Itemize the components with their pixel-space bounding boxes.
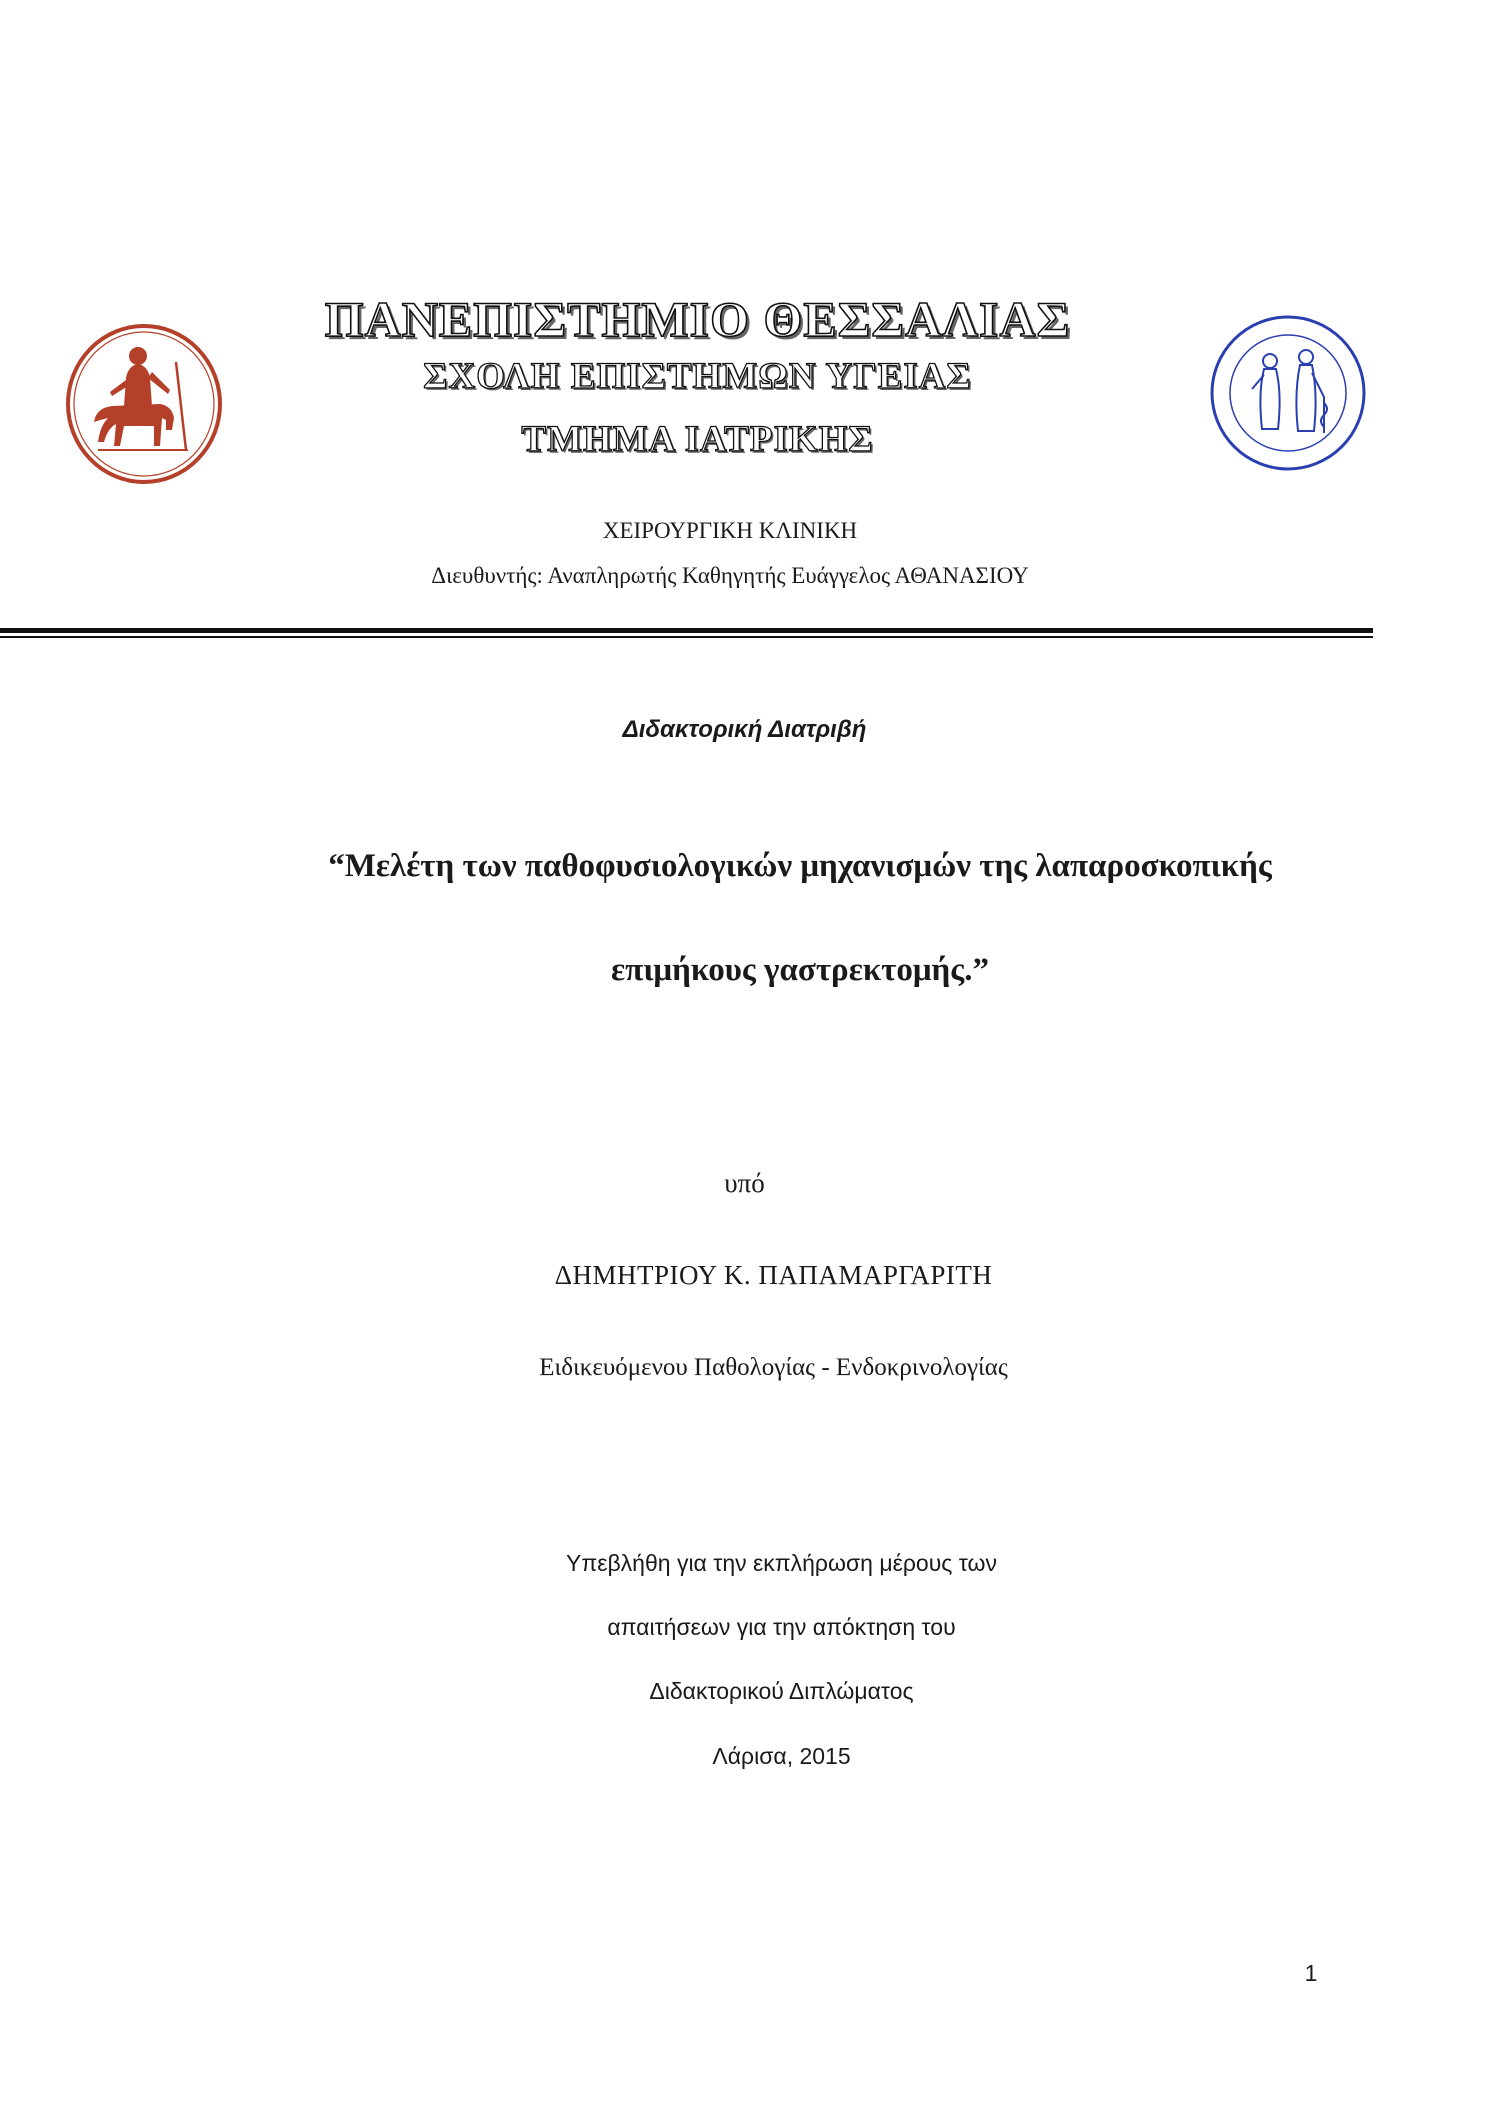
clinic-director: Διευθυντής: Αναπληρωτής Καθηγητής Ευάγγελος ΑΘΑΝΑΣΙΟΥ xyxy=(431,563,1029,588)
thesis-type: Διδακτορική Διατριβή xyxy=(622,716,867,743)
page-number: 1 xyxy=(1304,1960,1318,1986)
submission-line-2: απαιτήσεων για την απόκτηση του xyxy=(607,1614,956,1640)
submission-line-1: Υπεβλήθη για την εκπλήρωση μέρους των xyxy=(565,1550,997,1576)
clinic-name: ΧΕΙΡΟΥΡΓΙΚΗ ΚΛΙΝΙΚΗ xyxy=(602,518,858,543)
author-name: ΔΗΜΗΤΡΙΟΥ Κ. ΠΑΠΑΜΑΡΓΑΡΙΤΗ xyxy=(554,1260,993,1290)
department-title: ΤΜΗΜΑ ΙΑΤΡΙΚΗΣ xyxy=(521,419,874,460)
thesis-title-line-1: “Μελέτη των παθοφυσιολογικών μηχανισμών της λαπαροσκοπικής xyxy=(328,848,1272,884)
hygeia-asclepius-seal-icon xyxy=(1208,313,1368,473)
place-date: Λάρισα, 2015 xyxy=(712,1743,851,1769)
university-logo xyxy=(64,322,224,486)
author-specialty: Ειδικευόμενου Παθολογίας - Ενδοκρινολογίας xyxy=(539,1354,1008,1381)
header-divider-thin xyxy=(0,636,1373,638)
centaur-seal-icon xyxy=(64,322,224,486)
university-title: ΠΑΝΕΠΙΣΤΗΜΙΟ ΘΕΣΣΑΛΙΑΣ xyxy=(324,291,1071,347)
submission-line-3: Διδακτορικού Διπλώματος xyxy=(649,1678,914,1704)
thesis-title-line-2: επιμήκους γαστρεκτομής.” xyxy=(611,952,989,988)
medical-school-logo xyxy=(1208,313,1368,473)
school-title: ΣΧΟΛΗ ΕΠΙΣΤΗΜΩΝ ΥΓΕΙΑΣ xyxy=(423,356,972,397)
header-divider xyxy=(0,628,1373,633)
by-label: υπό xyxy=(724,1168,765,1198)
